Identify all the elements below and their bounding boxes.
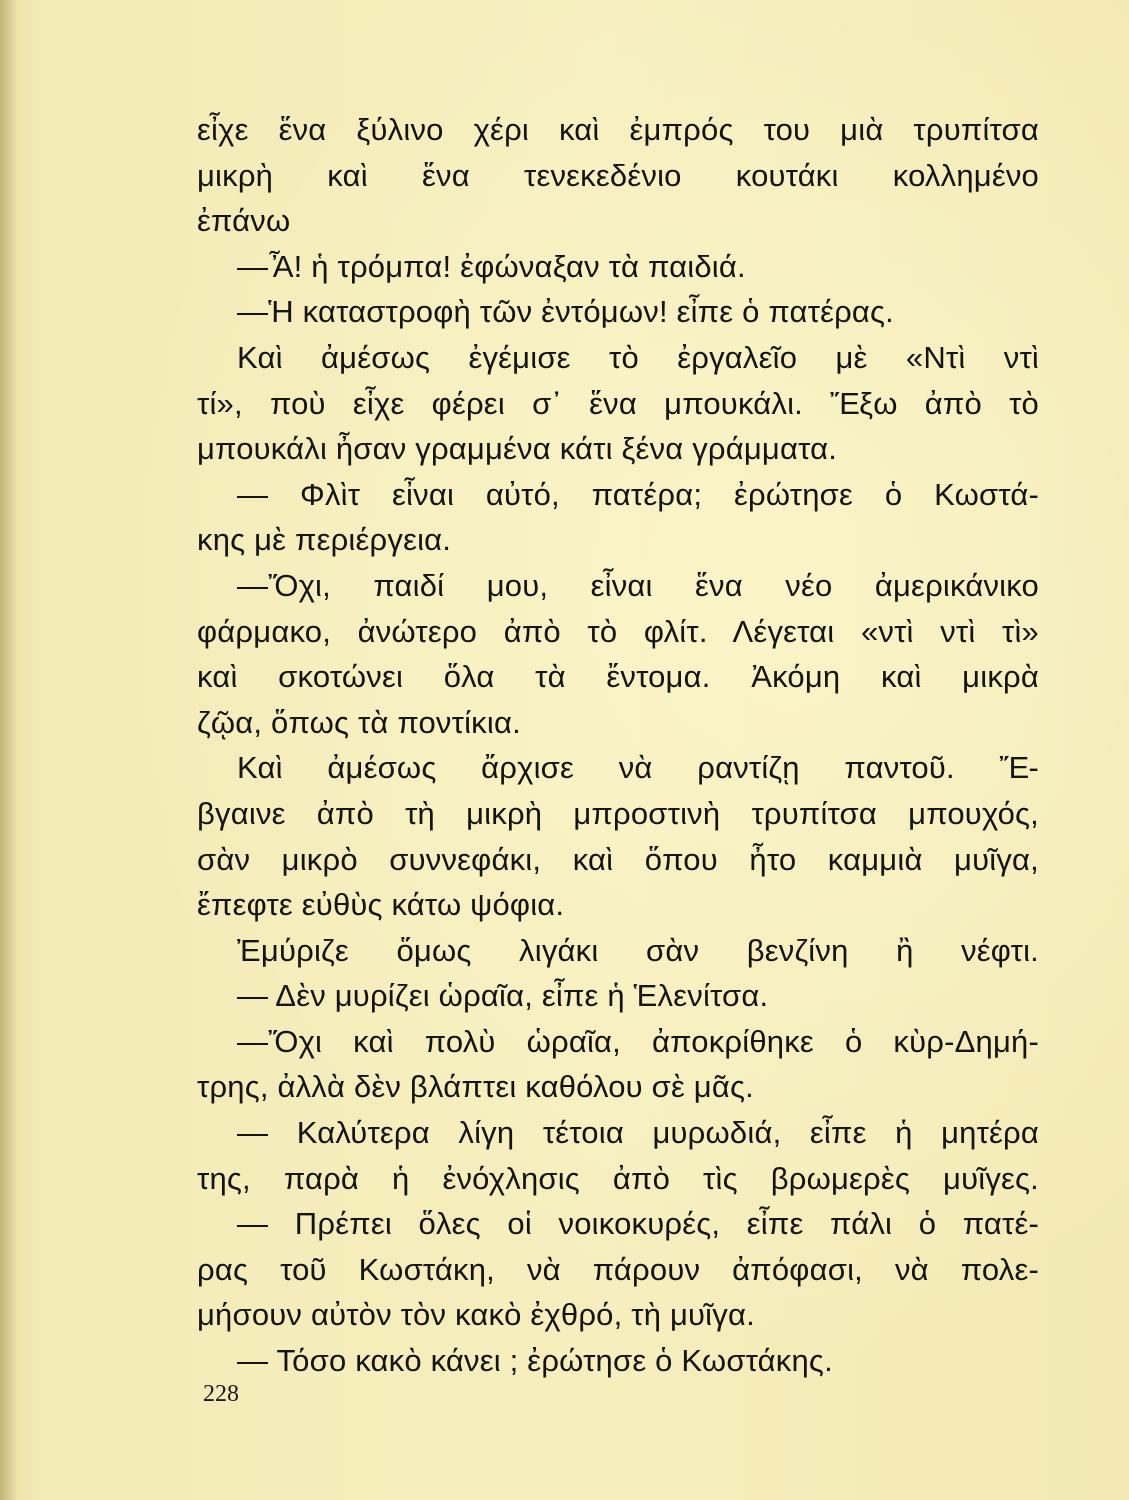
text-line: τί», ποὺ εἶχε φέρει σ᾿ ἕνα μπουκάλι. Ἔξω ἀπὸ τὸ	[197, 385, 1039, 421]
text-line: μήσουν αὐτὸν τὸν κακὸ ἐχθρό, τὴ μυῖγα.	[197, 1297, 755, 1333]
text-line: φάρμακο, ἀνώτερο ἀπὸ τὸ φλίτ. Λέγεται «ντὶ ντὶ τὶ»	[197, 613, 1039, 649]
text-line: ἐπάνω	[197, 203, 291, 239]
text-line: Καὶ ἀμέσως ἄρχισε νὰ ραντίζῃ παντοῦ. Ἔ-	[237, 750, 1039, 786]
text-line: — Τόσο κακὸ κάνει ; ἐρώτησε ὁ Κωστάκης.	[237, 1343, 833, 1379]
text-line: της, παρὰ ἡ ἐνόχλησις ἀπὸ τὶς βρωμερὲς μυῖγες.	[197, 1160, 1039, 1196]
text-line: — Πρέπει ὅλες οἱ νοικοκυρές, εἶπε πάλι ὁ πατέ-	[237, 1206, 1039, 1242]
text-line: —Ἡ καταστροφὴ τῶν ἐντόμων! εἶπε ὁ πατέρας.	[237, 294, 894, 330]
text-line: μικρὴ καὶ ἕνα τενεκεδένιο κουτάκι κολλημένο	[197, 157, 1039, 193]
text-line: —Ἆ! ἡ τρόμπα! ἐφώναξαν τὰ παιδιά.	[237, 248, 746, 284]
text-line: — Δὲν μυρίζει ὡραῖα, εἶπε ἡ Ἑλενίτσα.	[237, 978, 769, 1014]
text-line: βγαινε ἀπὸ τὴ μικρὴ μπροστινὴ τρυπίτσα μπουχός,	[197, 795, 1039, 831]
text-line: σὰν μικρὸ συννεφάκι, καὶ ὅπου ἦτο καμμιὰ μυῖγα,	[197, 841, 1039, 877]
text-line: — Φλὶτ εἶναι αὐτό, πατέρα; ἐρώτησε ὁ Κωστά-	[237, 476, 1039, 512]
text-line: —Ὄχι καὶ πολὺ ὡραῖα, ἀποκρίθηκε ὁ κὺρ-Δημή-	[237, 1023, 1039, 1059]
text-line: — Καλύτερα λίγη τέτοια μυρωδιά, εἶπε ἡ μητέρα	[237, 1115, 1039, 1151]
text-line: εἶχε ἕνα ξύλινο χέρι καὶ ἐμπρός του μιὰ τρυπίτσα	[197, 112, 1039, 147]
body-text	[197, 107, 1039, 1384]
text-line: Ἐμύριζε ὅμως λιγάκι σὰν βενζίνη ἢ νέφτι.	[237, 932, 1039, 968]
text-line: καὶ σκοτώνει ὅλα τὰ ἔντομα. Ἀκόμη καὶ μικρὰ	[197, 659, 1039, 695]
text-line: ἔπεφτε εὐθὺς κάτω ψόφια.	[197, 887, 565, 923]
text-line: μπουκάλι ἦσαν γραμμένα κάτι ξένα γράμματα.	[197, 431, 838, 467]
text-line: Καὶ ἀμέσως ἐγέμισε τὸ ἐργαλεῖο μὲ «Ντὶ ντὶ	[237, 339, 1039, 375]
text-line: —Ὄχι, παιδί μου, εἶναι ἕνα νέο ἀμερικάνικο	[237, 567, 1039, 603]
text-line: ζῷα, ὅπως τὰ ποντίκια.	[197, 704, 521, 740]
text-line: τρης, ἀλλὰ δὲν βλάπτει καθόλου σὲ μᾶς.	[197, 1069, 754, 1105]
page-gutter-shadow	[0, 0, 18, 1500]
text-line: κης μὲ περιέργεια.	[197, 522, 452, 558]
page-number: 228	[203, 1381, 239, 1407]
text-line: ρας τοῦ Κωστάκη, νὰ πάρουν ἀπόφασι, νὰ πολε-	[197, 1251, 1039, 1287]
